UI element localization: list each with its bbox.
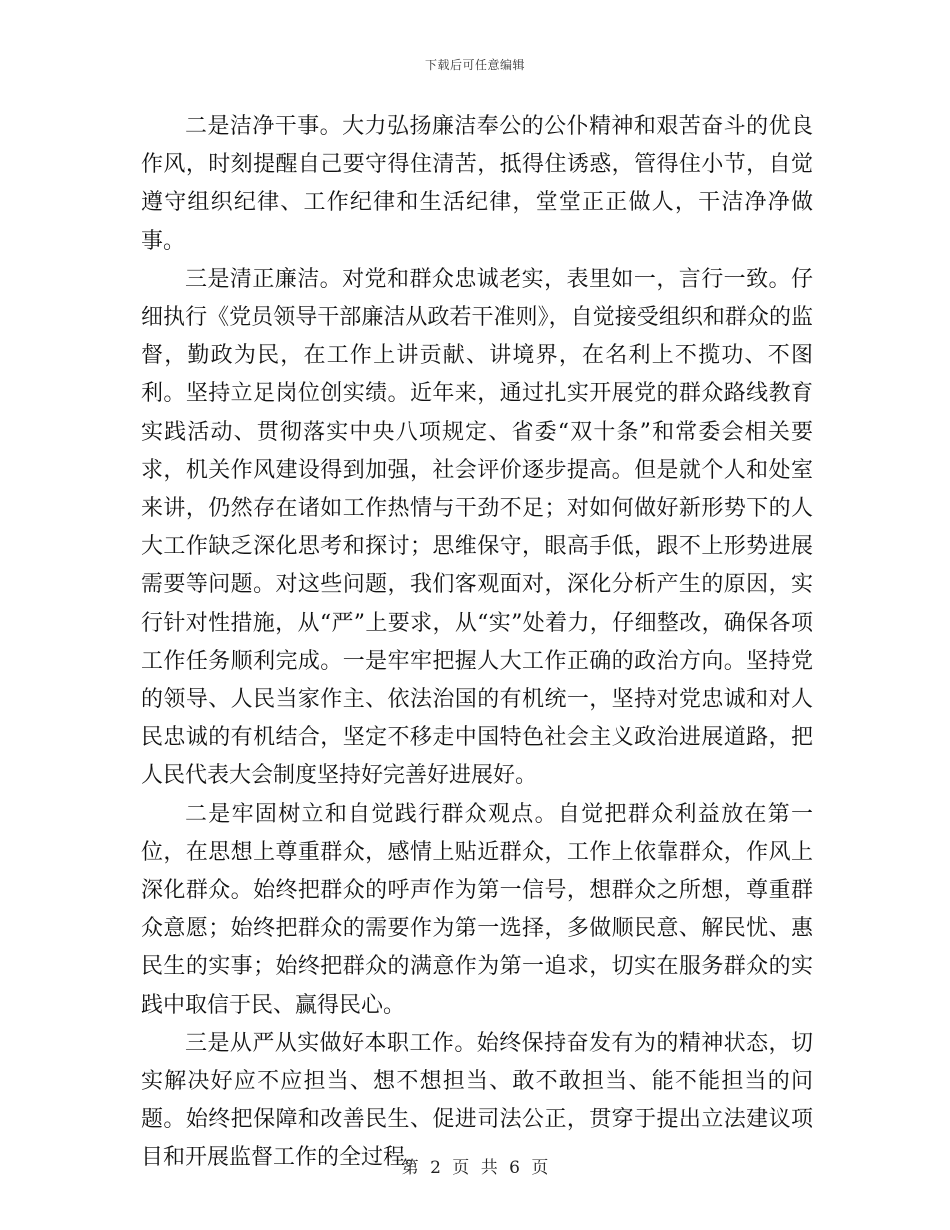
paragraph-1: 二是洁净干事。大力弘扬廉洁奉公的公仆精神和艰苦奋斗的优良作风，时刻提醒自己要守得住清苦，抵得住诱惑，管得住小节，自觉遵守组织纪律、工作纪律和生活纪律，堂堂正正做人，干洁净净做事。 <box>141 114 813 254</box>
page-header: 下载后可任意编辑 <box>424 58 525 72</box>
page-number-footer: 第 2 页 共 6 页 <box>401 1158 549 1178</box>
paragraph-3: 二是牢固树立和自觉践行群众观点。自觉把群众利益放在第一位，在思想上尊重群众，感情上贴近群众，工作上依靠群众，作风上深化群众。始终把群众的呼声作为第一信号，想群众之所想，尊重群众意愿；始终把群众的需要作为第一选择，多做顺民意、解民忧、惠民生的实事；始终把群众的满意作为第一追求，切实在服务群众的实践中取信于民、赢得民心。 <box>141 801 813 1018</box>
paragraph-4: 三是从严从实做好本职工作。始终保持奋发有为的精神状态，切实解决好应不应担当、想不想担当、敢不敢担当、能不能担当的问题。始终把保障和改善民生、促进司法公正，贯穿于提出立法建议项目和开展监督工作的全过程。 <box>141 1030 813 1171</box>
paragraph-2: 三是清正廉洁。对党和群众忠诚老实，表里如一，言行一致。仔细执行《党员领导干部廉洁从政若干准则》，自觉接受组织和群众的监督，勤政为民，在工作上讲贡献、讲境界，在名利上不揽功、不图利。坚持立足岗位创实绩。近年来，通过扎实开展党的群众路线教育实践活动、贯彻落实中央八项规定、省委“双十条”和常委会相关要求，机关作风建设得到加强，社会评价逐步提高。但是就个人和处室来讲，仍然存在诸如工作热情与干劲不足；对如何做好新形势下的人大工作缺乏深化思考和探讨；思维保守，眼高手低，跟不上形势进展需要等问题。对这些问题，我们客观面对，深化分析产生的原因，实行针对性措施，从“严”上要求，从“实”处着力，仔细整改，确保各项工作任务顺利完成。一是牢牢把握人大工作正确的政治方向。坚持党的领导、人民当家作主、依法治国的有机统一，坚持对党忠诚和对人民忠诚的有机结合，坚定不移走中国特色社会主义政治进展道路，把人民代表大会制度坚持好完善好进展好。 <box>141 266 813 789</box>
document-body <box>141 108 813 1178</box>
